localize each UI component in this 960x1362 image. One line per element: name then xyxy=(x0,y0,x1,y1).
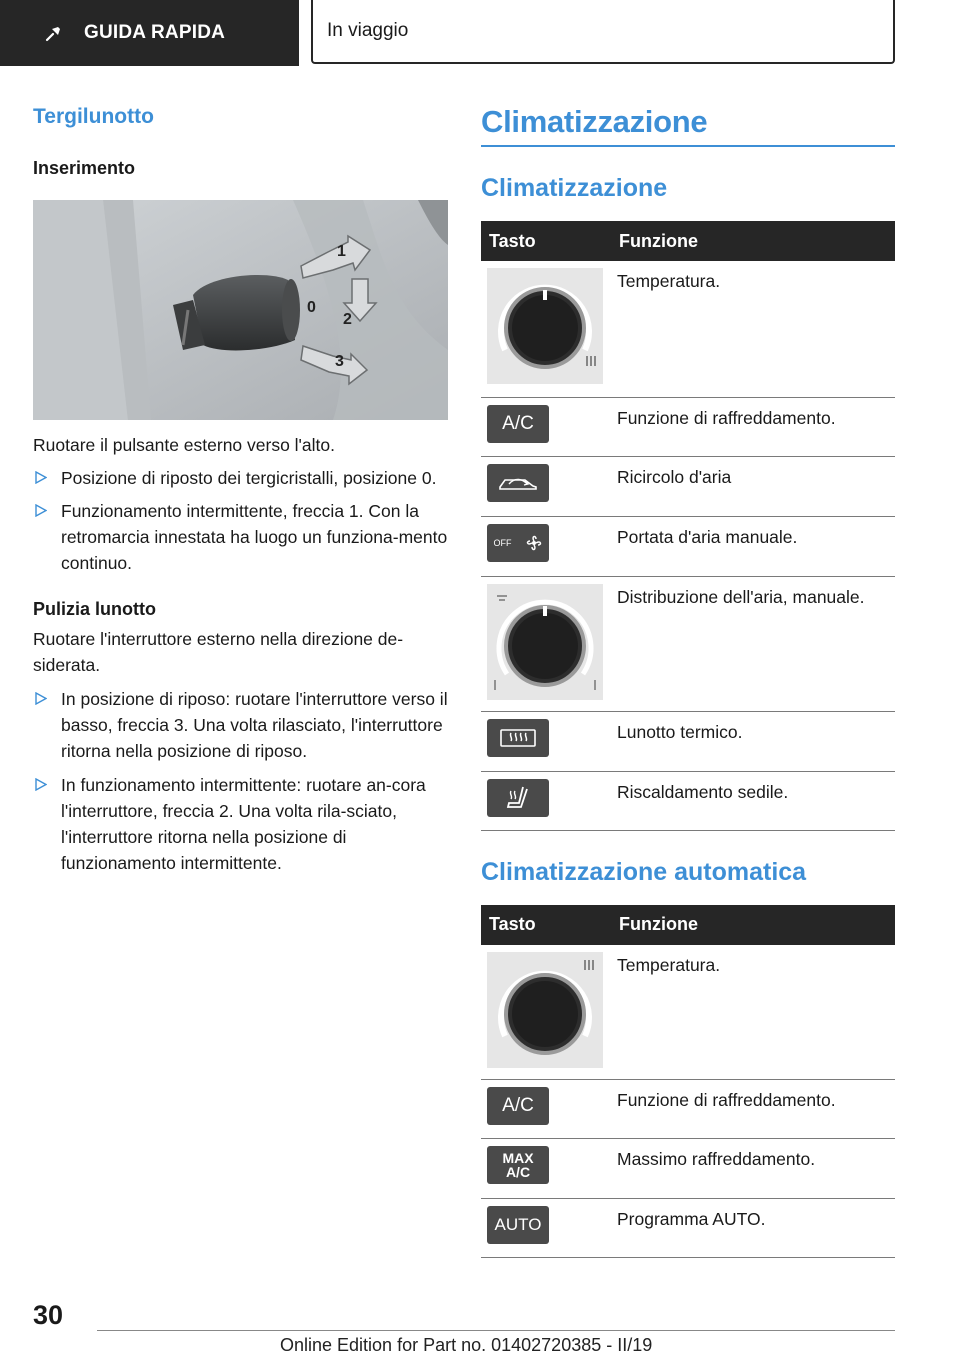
table-header-row xyxy=(481,221,895,261)
ac-button[interactable]: A/C xyxy=(487,1087,549,1125)
table-row xyxy=(481,1139,895,1199)
function-text: Portata d'aria manuale. xyxy=(609,516,895,576)
table-row xyxy=(481,397,895,456)
seat-heating-icon xyxy=(503,785,533,811)
title-underline xyxy=(481,145,895,147)
page-number: 30 xyxy=(33,1300,64,1330)
list-item: In funzionamento intermittente: ruotare an-cora l'interruttore, freccia 2. Una volta rila-sciato, l'interruttore ritorna nella posizione di funzionamento intermittente. xyxy=(33,772,448,876)
fan-icon xyxy=(525,534,543,552)
function-text: Funzione di raffreddamento. xyxy=(609,1080,895,1139)
function-text: Funzione di raffreddamento. xyxy=(609,397,895,456)
wiper-bullets xyxy=(33,465,448,576)
quick-guide-label: GUIDA RAPIDA xyxy=(84,22,226,43)
function-text: Massimo raffreddamento. xyxy=(609,1139,895,1199)
intro-text: Ruotare il pulsante esterno verso l'alto. xyxy=(33,435,335,455)
col-key-header: Tasto xyxy=(481,221,609,261)
insert-heading: Inserimento xyxy=(33,158,136,178)
pin-icon xyxy=(44,23,64,43)
table-row xyxy=(481,456,895,516)
auto-button[interactable]: AUTO xyxy=(487,1206,549,1244)
clean-text: Ruotare l'interruttore esterno nella direzione de-siderata. xyxy=(33,629,404,675)
svg-text:3: 3 xyxy=(335,353,344,370)
ac-button[interactable]: A/C xyxy=(487,405,549,443)
climate-section-title: Climatizzazione xyxy=(481,174,668,202)
triangle-bullet-icon xyxy=(35,692,47,705)
table-header-row xyxy=(481,905,895,945)
temperature-knob-icon[interactable] xyxy=(487,268,603,384)
table-row xyxy=(481,1199,895,1258)
rear-window-defrost-icon xyxy=(499,727,537,749)
svg-text:2: 2 xyxy=(343,311,352,328)
edition-info: Online Edition for Part no. 01402720385 - II/19 xyxy=(280,1335,653,1355)
function-text: Ricircolo d'aria xyxy=(609,456,895,516)
function-text: Programma AUTO. xyxy=(609,1199,895,1258)
triangle-bullet-icon xyxy=(35,778,47,791)
clean-bullets xyxy=(33,686,448,876)
section-header xyxy=(311,0,895,64)
list-item: Posizione di riposto dei tergicristalli, posizione 0. xyxy=(33,465,448,491)
function-text: Temperatura. xyxy=(609,261,895,397)
auto-climate-table xyxy=(481,905,895,1259)
clean-heading: Pulizia lunotto xyxy=(33,599,156,619)
col-function-header: Funzione xyxy=(609,221,895,261)
wiper-stalk-photo xyxy=(33,200,448,420)
rear-wiper-title: Tergilunotto xyxy=(33,105,154,128)
col-function-header: Funzione xyxy=(609,905,895,945)
function-text: Temperatura. xyxy=(609,945,895,1080)
table-row xyxy=(481,945,895,1080)
col-key-header: Tasto xyxy=(481,905,609,945)
recirculation-button[interactable] xyxy=(487,464,549,502)
table-row xyxy=(481,711,895,771)
max-ac-button[interactable]: MAX A/C xyxy=(487,1146,549,1184)
triangle-bullet-icon xyxy=(35,504,47,517)
function-text: Lunotto termico. xyxy=(609,711,895,771)
footer-divider xyxy=(97,1330,895,1331)
temperature-knob-icon[interactable] xyxy=(487,952,603,1068)
right-column xyxy=(481,100,895,1258)
climate-main-title: Climatizzazione xyxy=(481,104,708,139)
triangle-bullet-icon xyxy=(35,471,47,484)
function-text: Riscaldamento sedile. xyxy=(609,771,895,830)
list-item: In posizione di riposo: ruotare l'interruttore verso il basso, freccia 3. Una volta rilasciato, l'interruttore ritorna nella posizione di riposo. xyxy=(33,686,448,764)
seat-heating-button[interactable] xyxy=(487,779,549,817)
table-row xyxy=(481,1080,895,1139)
climate-table xyxy=(481,221,895,831)
table-row xyxy=(481,771,895,830)
rear-defrost-button[interactable] xyxy=(487,719,549,757)
fan-off-label: OFF xyxy=(493,537,512,548)
quick-guide-tab[interactable] xyxy=(0,0,299,66)
list-item: Funzionamento intermittente, freccia 1. Con la retromarcia innestata ha luogo un funziona-mento continuo. xyxy=(33,498,448,576)
section-label: In viaggio xyxy=(327,20,409,41)
recirculation-car-icon xyxy=(497,473,539,493)
svg-text:1: 1 xyxy=(337,243,346,260)
svg-text:0: 0 xyxy=(307,299,316,316)
auto-climate-section-title: Climatizzazione automatica xyxy=(481,857,807,886)
air-distribution-knob-icon[interactable] xyxy=(487,584,603,700)
left-column xyxy=(33,100,448,876)
function-text: Distribuzione dell'aria, manuale. xyxy=(609,576,895,711)
table-row xyxy=(481,261,895,397)
table-row xyxy=(481,516,895,576)
fan-speed-button[interactable] xyxy=(487,524,549,562)
table-row xyxy=(481,576,895,711)
